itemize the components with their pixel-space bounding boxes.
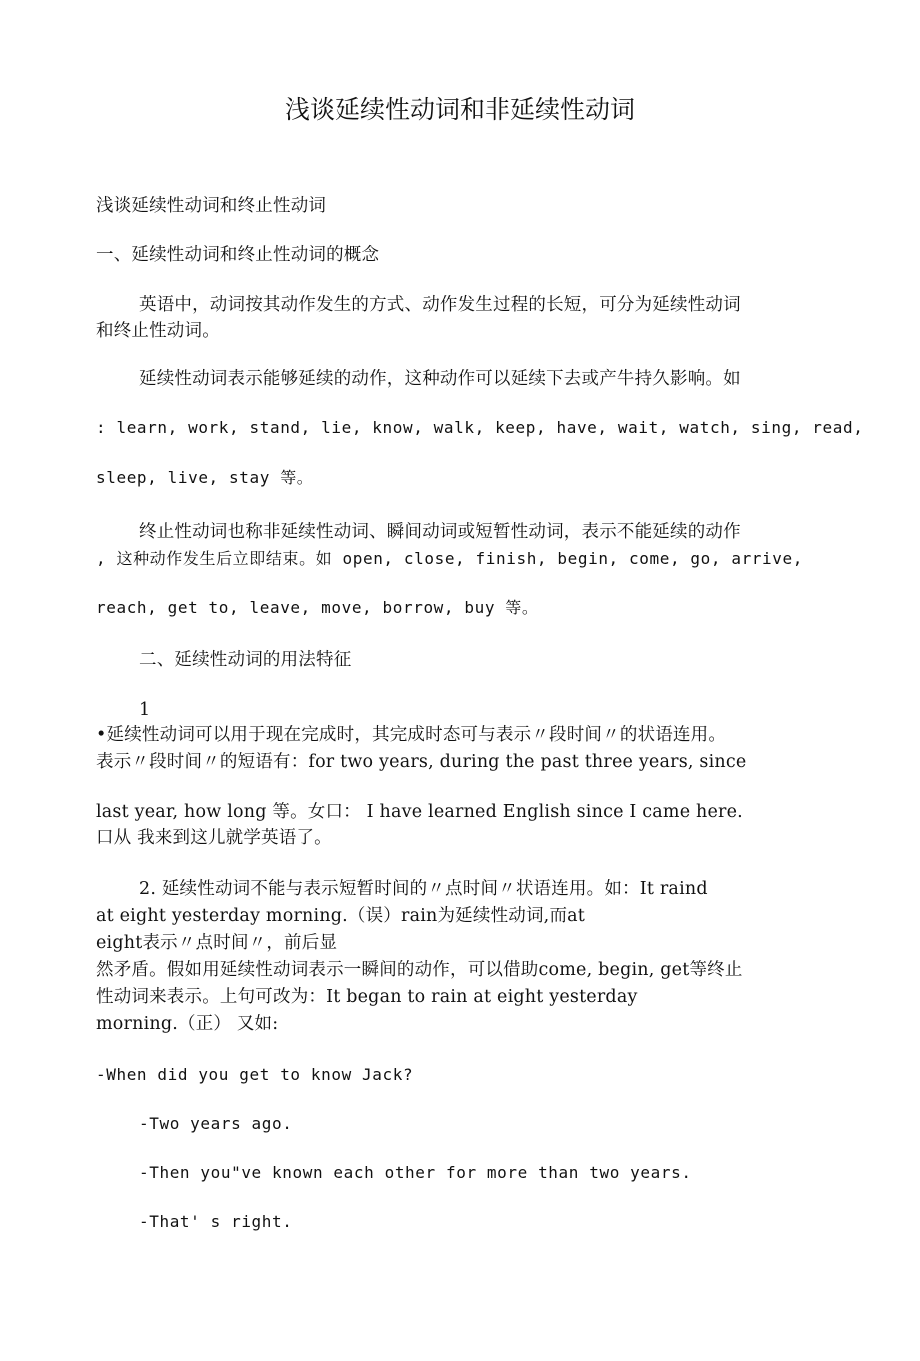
section-heading-2: 二、延续性动词的用法特征	[139, 650, 352, 670]
dialog-line-3: -Then you"ve known each other for more than two years.	[139, 1163, 692, 1182]
item-2-line-1: 2. 延续性动词不能与表示短暂时间的〃点时间〃状语连用。如：It raind	[139, 879, 708, 899]
subtitle: 浅谈延续性动词和终止性动词	[96, 196, 327, 216]
item-1-number: 1	[139, 700, 151, 720]
section-heading-1: 一、延续性动词和终止性动词的概念	[96, 245, 380, 265]
paragraph-1-line-1: 英语中，动词按其动作发生的方式、动作发生过程的长短，可分为延续性动词	[139, 295, 741, 315]
item-1-line-1: •延续性动词可以用于现在完成时，其完成时态可与表示〃段时间〃的状语连用。	[96, 725, 727, 745]
paragraph-3-line-1: 终止性动词也称非延续性动词、瞬间动词或短暂性动词，表示不能延续的动作	[139, 522, 741, 542]
paragraph-1-line-2: 和终止性动词。	[96, 321, 220, 341]
paragraph-2-line-2: : learn, work, stand, lie, know, walk, keep, have, wait, watch, sing, read,	[96, 418, 864, 437]
item-2-line-2: at eight yesterday morning.（误）rain为延续性动词,而at	[96, 906, 586, 926]
dialog-line-4: -That' s right.	[139, 1212, 293, 1231]
paragraph-3-line-3: reach, get to, leave, move, borrow, buy 等。	[96, 598, 539, 617]
paragraph-2-line-1: 延续性动词表示能够延续的动作，这种动作可以延续下去或产牛持久影响。如	[139, 369, 741, 389]
item-2-line-5: 性动词来表示。上句可改为：It began to rain at eight yesterday	[96, 987, 638, 1007]
dialog-line-2: -Two years ago.	[139, 1114, 293, 1133]
item-2-line-3: eight表示〃点时间〃，前后显	[96, 933, 338, 953]
item-1-line-2: 表示〃段时间〃的短语有：for two years, during the past three years, since	[96, 752, 747, 772]
item-1-line-3: last year, how long 等。女口： I have learned English since I came here.	[96, 802, 743, 822]
item-2-line-6: morning.（正） 又如:	[96, 1014, 279, 1034]
dialog-line-1: -When did you get to know Jack?	[96, 1065, 414, 1084]
paragraph-2-line-3: sleep, live, stay 等。	[96, 468, 314, 487]
paragraph-3-line-2: , 这种动作发生后立即结束。如 open, close, finish, begin, come, go, arrive,	[96, 549, 803, 568]
item-2-line-4: 然矛盾。假如用延续性动词表示一瞬间的动作，可以借助come, begin, get等终止	[96, 960, 743, 980]
item-1-line-4: 口从 我来到这儿就学英语了。	[96, 828, 332, 848]
document-title: 浅谈延续性动词和非延续性动词	[284, 95, 635, 124]
